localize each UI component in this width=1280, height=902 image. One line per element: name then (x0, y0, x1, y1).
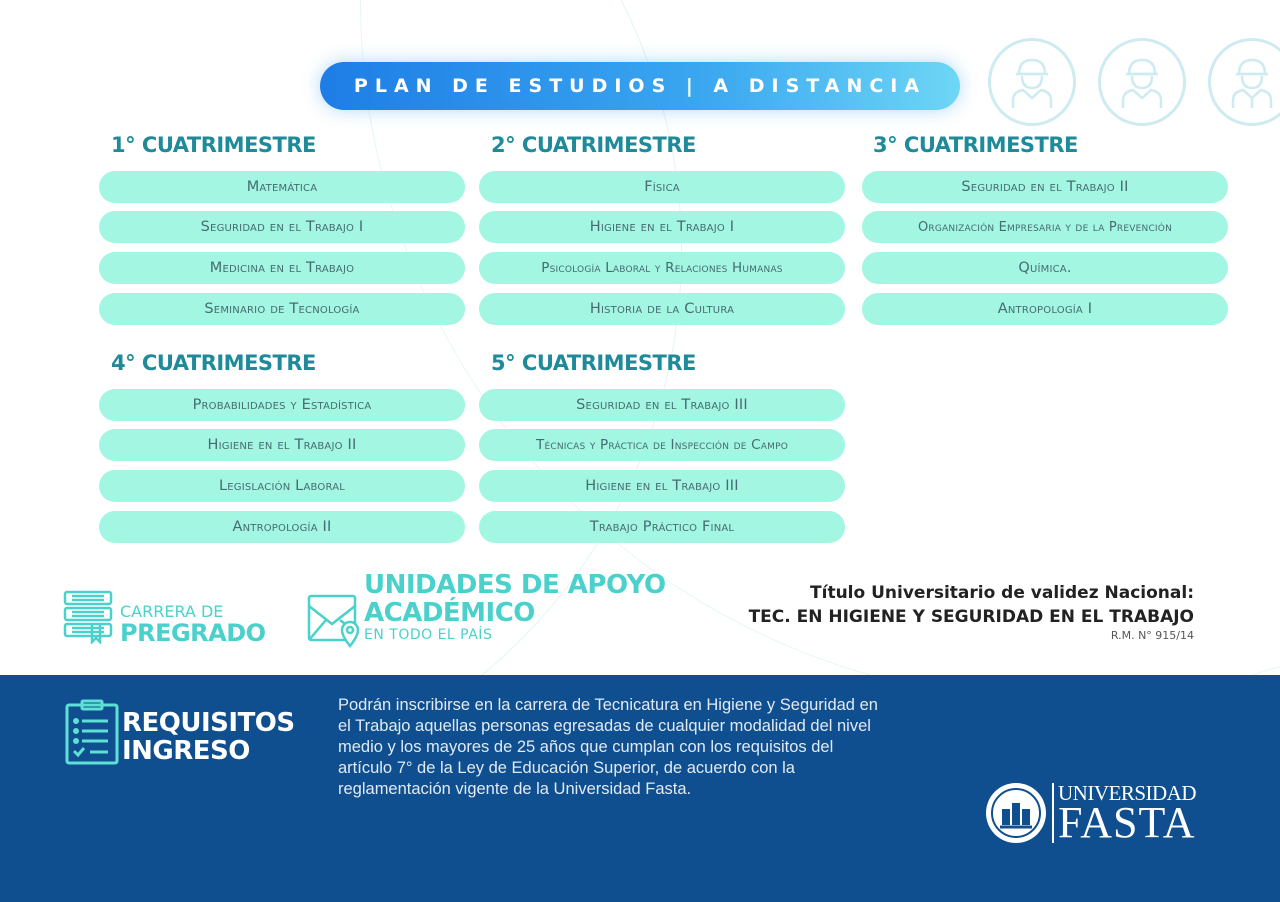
subject-label: Seguridad en el Trabajo I (200, 219, 364, 235)
worker-icon (1098, 38, 1186, 126)
subject-pill (99, 252, 465, 284)
university-name-line1: UNIVERSIDAD (1058, 781, 1196, 805)
subject-label: Seminario de Tecnología (204, 301, 360, 317)
subject-label: Organización Empresaria y de la Prevención (917, 219, 1173, 235)
logo-divider (1052, 783, 1054, 843)
subject-pill (479, 171, 845, 203)
subject-label: Historia de la Cultura (589, 301, 735, 317)
subject-pill (479, 429, 845, 461)
pregrado-badge (62, 588, 266, 649)
subject-label: Higiene en el Trabajo II (207, 437, 357, 453)
requirements-title-line2: INGRESO (122, 736, 250, 766)
degree-title-line2: TEC. EN HIGIENE Y SEGURIDAD EN EL TRABAJO (748, 607, 1194, 627)
worker-icons (988, 38, 1280, 126)
requirements-title-line1: REQUISITOS (122, 708, 295, 738)
semester-4-title: 4° CUATRIMESTRE (111, 351, 316, 375)
subject-pill (99, 389, 465, 421)
subject-pill (99, 293, 465, 325)
degree-resolution: R.M. N° 915/14 (1110, 629, 1194, 642)
university-seal-icon (984, 781, 1048, 845)
semester-5-title: 5° CUATRIMESTRE (491, 351, 696, 375)
subject-pill (862, 293, 1228, 325)
subject-label: Antropología II (232, 519, 332, 535)
subject-label: Técnicas y Práctica de Inspección de Campo (536, 437, 788, 453)
banner-text: PLAN DE ESTUDIOS | A DISTANCIA (353, 75, 927, 97)
subject-label: Higiene en el Trabajo III (585, 478, 739, 494)
subject-pill (99, 511, 465, 543)
subject-label: Probabilidades y Estadística (192, 397, 372, 413)
subject-label: Química. (1018, 260, 1072, 276)
subject-pill (479, 389, 845, 421)
degree-title-line1: Título Universitario de validez Nacional: (810, 583, 1194, 603)
requirements-title (122, 709, 295, 765)
semester-1-title: 1° CUATRIMESTRE (111, 133, 316, 157)
subject-label: Matemática (246, 179, 318, 195)
subject-label: Legislación Laboral (218, 478, 346, 494)
subject-pill (99, 429, 465, 461)
pregrado-line2: PREGRADO (120, 619, 266, 647)
unidades-line1: UNIDADES DE APOYO (364, 570, 666, 600)
worker-icon (1208, 38, 1280, 126)
subject-pill (99, 470, 465, 502)
subject-label: Antropología I (997, 301, 1093, 317)
semester-3-title: 3° CUATRIMESTRE (873, 133, 1078, 157)
requirements-section (0, 675, 1280, 902)
subject-pill (99, 171, 465, 203)
worker-icon (988, 38, 1076, 126)
subject-pill (99, 211, 465, 243)
map-pin-icon (306, 592, 362, 648)
pregrado-line1: CARRERA DE (120, 602, 224, 621)
plan-banner (320, 62, 960, 110)
requirements-text: Podrán inscribirse en la carrera de Tecnicatura en Higiene y Seguridad en el Trabajo aquellas personas egresadas de cualquier modalidad del nivel medio y los mayores de 25 años que cumplan con los requisitos del artículo 7° de la Ley de Educación Superior, de acuerdo con la reglamentación vigente de la Universidad Fasta. (338, 696, 878, 798)
subject-pill (862, 211, 1228, 243)
subject-label: Psicología Laboral y Relaciones Humanas (541, 260, 783, 276)
subject-label: Seguridad en el Trabajo III (576, 397, 748, 413)
degree-title (749, 583, 1194, 642)
university-name-line2: FASTA (1058, 798, 1196, 847)
subject-pill (862, 171, 1228, 203)
subject-label: Trabajo Práctico Final (589, 519, 735, 535)
books-icon (62, 588, 116, 644)
semester-2-title: 2° CUATRIMESTRE (491, 133, 696, 157)
subject-pill (479, 211, 845, 243)
subject-label: Seguridad en el Trabajo II (961, 179, 1129, 195)
subject-label: Higiene en el Trabajo I (589, 219, 735, 235)
checklist-icon (64, 699, 120, 772)
unidades-line3: EN TODO EL PAÍS (364, 627, 493, 643)
subject-label: Medicina en el Trabajo (209, 260, 355, 276)
unidades-line2: ACADÉMICO (364, 598, 535, 628)
subject-pill (479, 252, 845, 284)
subject-pill (479, 511, 845, 543)
subject-pill (862, 252, 1228, 284)
subject-label: Física (644, 179, 680, 195)
subject-pill (479, 470, 845, 502)
subject-pill (479, 293, 845, 325)
